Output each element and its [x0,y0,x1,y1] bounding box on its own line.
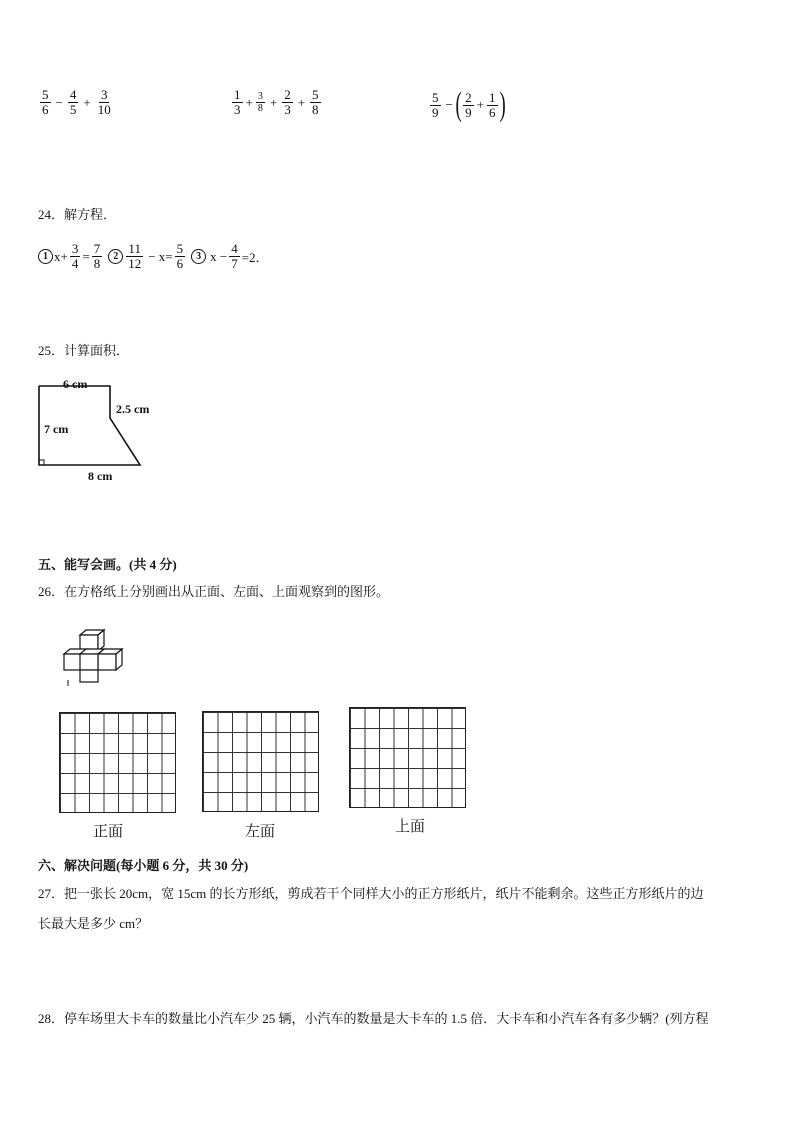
fraction: $\frac{7}{8}$ [93,241,101,271]
fraction: $\frac{2}{3}$ [284,87,291,117]
question-27-line-1: 27．把一张长 20cm，宽 15cm 的长方形纸，剪成若干个同样大小的正方形纸片，纸片不能剩余。这些正方形纸片的边 [38,886,704,901]
fraction: $\frac{5}{6}$ [42,87,49,117]
right-paren: ) [499,86,506,123]
section-6-heading: 六、解决问题(每小题 6 分，共 30 分) [38,858,249,873]
circled-number: 2 [108,249,123,264]
fraction: $\frac{1}{6}$ [489,89,496,120]
fraction: $\frac{2}{9}$ [465,89,472,120]
cube-stack-figure [54,628,134,688]
equations-24: 1 x+ $\frac{3}{4}$ = $\frac{7}{8}$ 2 $\frac{11}{12}$ − x= $\frac{5}{6}$ 3 x − $\frac{4}{7}$ =2． [38,242,269,271]
left-paren: ( [455,86,462,123]
fraction: $\frac{4}{7}$ [231,241,238,271]
grid-front-view[interactable] [59,712,176,813]
expression-2: $\frac{1}{3}$ + $\frac{3}{8}$ + $\frac{2}{3}$ + $\frac{5}{8}$ [234,87,319,117]
grid-label-front: 正面 [93,822,124,840]
circled-number: 1 [38,249,53,264]
fraction: $\frac{3}{4}$ [71,241,79,271]
section-5-heading: 五、能写会画。(共 4 分) [38,557,177,572]
fraction: $\frac{1}{3}$ [234,87,241,117]
circled-number: 3 [191,249,206,264]
question-24-title: 24．解方程． [38,207,117,222]
right-length-label: 2.5 cm [116,402,150,416]
expression-3: $\frac{5}{9}$ − ( $\frac{2}{9}$ + $\frac{1}{6}$ ) [432,86,506,123]
fraction: $\frac{11}{12}$ [128,241,142,271]
grid-label-top: 上面 [395,817,426,835]
question-27-line-2: 长最大是多少 cm？ [38,916,149,931]
grid-label-left: 左面 [245,822,276,840]
fraction: $\frac{5}{9}$ [432,89,439,120]
fraction: $\frac{3}{10}$ [97,87,111,117]
left-length-label: 7 cm [44,422,69,436]
grid-left-view[interactable] [202,711,319,812]
question-28-text: 28．停车场里大卡车的数量比小汽车少 25 辆，小汽车的数量是大卡车的 1.5 倍．大卡车和小汽车各有多少辆？(列方程 [38,1011,709,1026]
question-25-title: 25．计算面积． [38,343,130,358]
fraction: $\frac{5}{6}$ [176,241,184,271]
grid-top-view[interactable] [349,707,466,808]
fraction: $\frac{4}{5}$ [69,87,77,117]
expression-1: $\frac{5}{6}$ − $\frac{4}{5}$ + $\frac{3}{10}$ [42,87,111,117]
fraction: $\frac{5}{8}$ [312,87,319,117]
bottom-length-label: 8 cm [88,469,113,483]
top-length-label: 6 cm [63,377,88,391]
fraction: $\frac{3}{8}$ [257,91,263,114]
question-26-text: 26．在方格纸上分别画出从正面、左面、上面观察到的图形。 [38,584,390,599]
